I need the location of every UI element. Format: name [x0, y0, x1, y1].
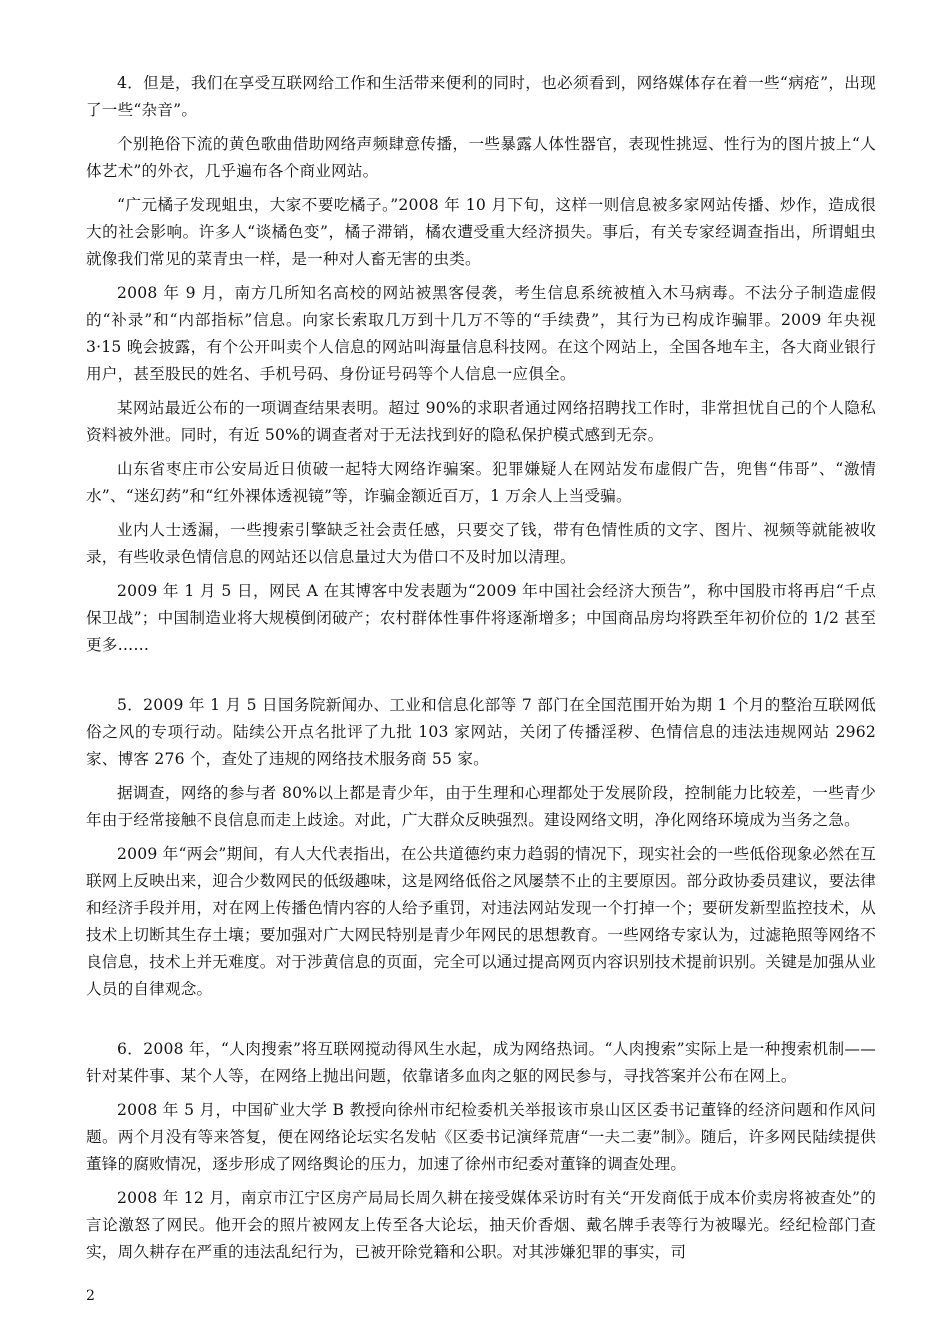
paragraph: 2009 年“两会”期间，有人大代表指出，在公共道德约束力趋弱的情况下，现实社会的一些低俗现象必然在互联网上反映出来，迎合少数网民的低级趣味，这是网络低俗之风屡禁不止的主要原因。部分政协委员建议，要法律和经济手段并用，对在网上传播色情内容的人给予重罚，对违法网站发现一个打掉一个；要研发新型监控技术，从技术上切断其生存土壤；要加强对广大网民特别是青少年网民的思想教育。一些网络专家认为，过滤艳照等网络不良信息，技术上并无难度。对于涉黄信息的页面，完全可以通过提高网页内容识别技术提前识别。关键是加强从业人员的自律观念。 — [86, 845, 876, 998]
paragraph: 2008 年 5 月，中国矿业大学 B 教授向徐州市纪检委机关举报该市泉山区区委书记董锋的经济问题和作风问题。两个月没有等来答复，便在网络论坛实名发帖《区委书记演绎荒唐“一夫二妻”制》。随后，许多网民陆续提供董锋的腐败情况，逐步形成了网络舆论的压力，加速了徐州市纪委对董锋的调查处理。 — [86, 1101, 876, 1173]
paragraph: 据调查，网络的参与者 80%以上都是青少年，由于生理和心理都处于发展阶段，控制能力比较差，一些青少年由于经常接触不良信息而走上歧途。对此，广大群众反映强烈。建设网络文明，净化网络环境成为当务之急。 — [86, 784, 876, 829]
paragraph: 5．2009 年 1 月 5 日国务院新闻办、工业和信息化部等 7 部门在全国范围开始为期 1 个月的整治互联网低俗之风的专项行动。陆续公开点名批评了九批 103 家网站，关闭了传播淫秽、色情信息的违法违规网站 2962 家、博客 276 个，查处了违规的网络技术服务商 55 家。 — [86, 696, 876, 768]
paragraph: 4．但是，我们在享受互联网给工作和生活带来便利的同时，也必须看到，网络媒体存在着一些“病疮”，出现了一些“杂音”。 — [86, 74, 876, 119]
section-6 — [86, 1036, 876, 1266]
paragraph: 2009 年 1 月 5 日，网民 A 在其博客中发表题为“2009 年中国社会经济大预告”，称中国股市将再启“千点保卫战”；中国制造业将大规模倒闭破产；农村群体性事件将逐渐增多；中国商品房均将跌至年初价位的 1/2 甚至更多…… — [86, 582, 876, 654]
paragraph: 2008 年 9 月，南方几所知名高校的网站被黑客侵袭，考生信息系统被植入木马病毒。不法分子制造虚假的“补录”和“内部指标”信息。向家长索取几万到十几万不等的“手续费”，其行为已构成诈骗罪。2009 年央视 3·15 晚会披露，有个公开叫卖个人信息的网站叫海量信息科技网。在这个网站上，全国各地车主，各大商业银行用户，甚至股民的姓名、手机号码、身份证号码等个人信息一应俱全。 — [86, 284, 876, 383]
section-gap — [86, 666, 876, 692]
paragraph: 业内人士透漏，一些搜索引擎缺乏社会责任感，只要交了钱，带有色情性质的文字、图片、视频等就能被收录，有些收录色情信息的网站还以信息量过大为借口不及时加以清理。 — [86, 521, 876, 566]
paragraph: 2008 年 12 月，南京市江宁区房产局局长周久耕在接受媒体采访时有关“开发商低于成本价卖房将被查处”的言论激怒了网民。他开会的照片被网友上传至各大论坛，抽天价香烟、戴名牌手表等行为被曝光。经纪检部门查实，周久耕存在严重的违法乱纪行为，已被开除党籍和公职。对其涉嫌犯罪的事实，司 — [86, 1189, 876, 1261]
document-body — [86, 70, 876, 1273]
paragraph: “广元橘子发现蛆虫，大家不要吃橘子。”2008 年 10 月下旬，这样一则信息被多家网站传播、炒作，造成很大的社会影响。许多人“谈橘色变”，橘子滞销，橘农遭受重大经济损失。事后，有关专家经调查指出，所谓蛆虫就像我们常见的菜青虫一样，是一种对人畜无害的虫类。 — [86, 196, 876, 268]
section-4 — [86, 70, 876, 659]
paragraph: 个别艳俗下流的黄色歌曲借助网络声频肆意传播，一些暴露人体性器官，表现性挑逗、性行为的图片披上“人体艺术”的外衣，几乎遍布各个商业网站。 — [86, 135, 876, 180]
section-gap — [86, 1010, 876, 1036]
paragraph: 某网站最近公布的一项调查结果表明。超过 90%的求职者通过网络招聘找工作时，非常担忧自己的个人隐私资料被外泄。同时，有近 50%的调查者对于无法找到好的隐私保护模式感到无奈。 — [86, 399, 876, 444]
page-number: 2 — [86, 1288, 95, 1304]
paragraph: 山东省枣庄市公安局近日侦破一起特大网络诈骗案。犯罪嫌疑人在网站发布虚假广告，兜售“伟哥”、“激情水”、“迷幻药”和“红外裸体透视镜”等，诈骗金额近百万，1 万余人上当受骗。 — [86, 460, 876, 505]
section-5 — [86, 692, 876, 1003]
paragraph: 6．2008 年，“人肉搜索”将互联网搅动得风生水起，成为网络热词。“人肉搜索”实际上是一种搜索机制——针对某件事、某个人等，在网络上抛出问题，依靠诸多血肉之躯的网民参与，寻找答案并公布在网上。 — [86, 1040, 876, 1085]
